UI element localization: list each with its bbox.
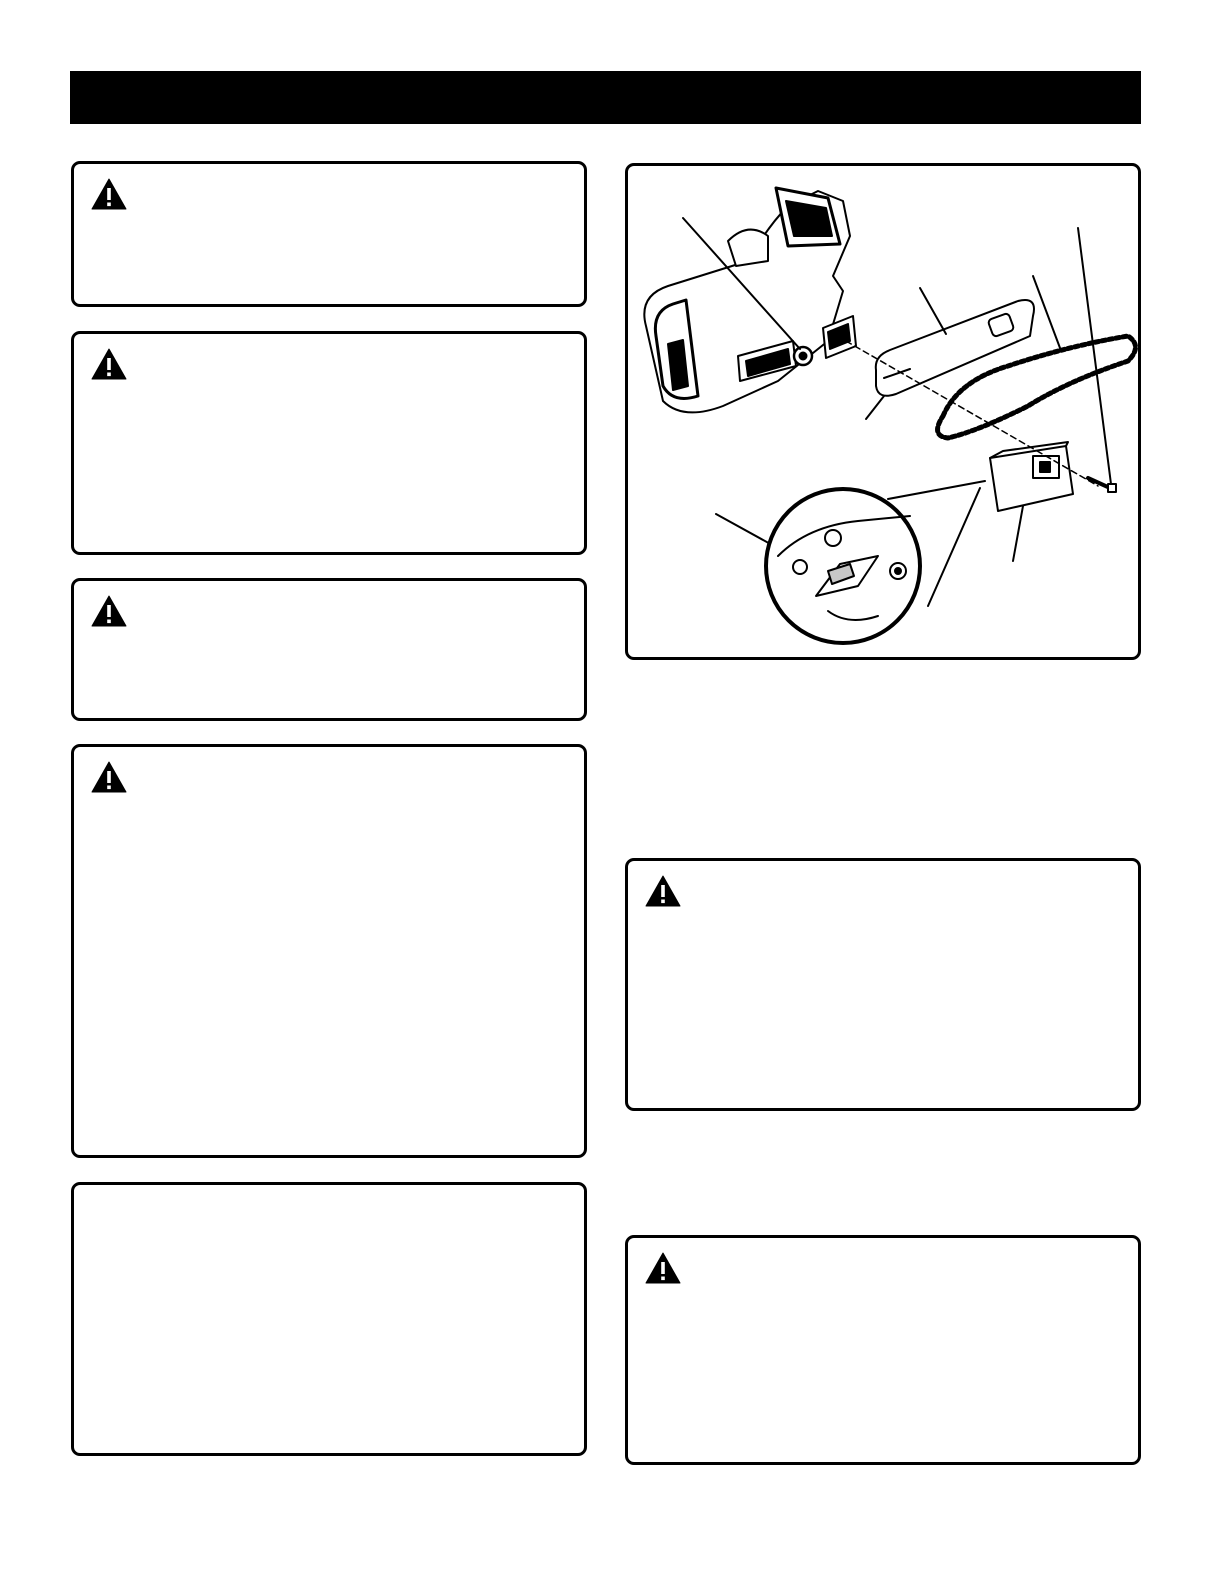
- warning-triangle-icon: [91, 595, 127, 627]
- warning-box-3: [71, 578, 587, 721]
- warning-triangle-icon: [91, 348, 127, 380]
- guide-bar: [876, 300, 1034, 396]
- warning-box-1: [71, 161, 587, 307]
- warning-triangle-icon: [645, 1252, 681, 1284]
- warning-triangle-icon: [91, 761, 127, 793]
- warning-box-4: [71, 744, 587, 1158]
- chainsaw-exploded-illustration: [628, 166, 1138, 657]
- warning-box-6: [625, 1235, 1141, 1465]
- warning-triangle-icon: [645, 875, 681, 907]
- notice-box: [71, 1182, 587, 1456]
- sprocket-cover: [990, 446, 1073, 511]
- warning-triangle-icon: [91, 178, 127, 210]
- section-header-bar: [70, 71, 1141, 124]
- warning-box-5: [625, 858, 1141, 1111]
- chain-assembly-figure: [625, 163, 1141, 660]
- warning-box-2: [71, 331, 587, 555]
